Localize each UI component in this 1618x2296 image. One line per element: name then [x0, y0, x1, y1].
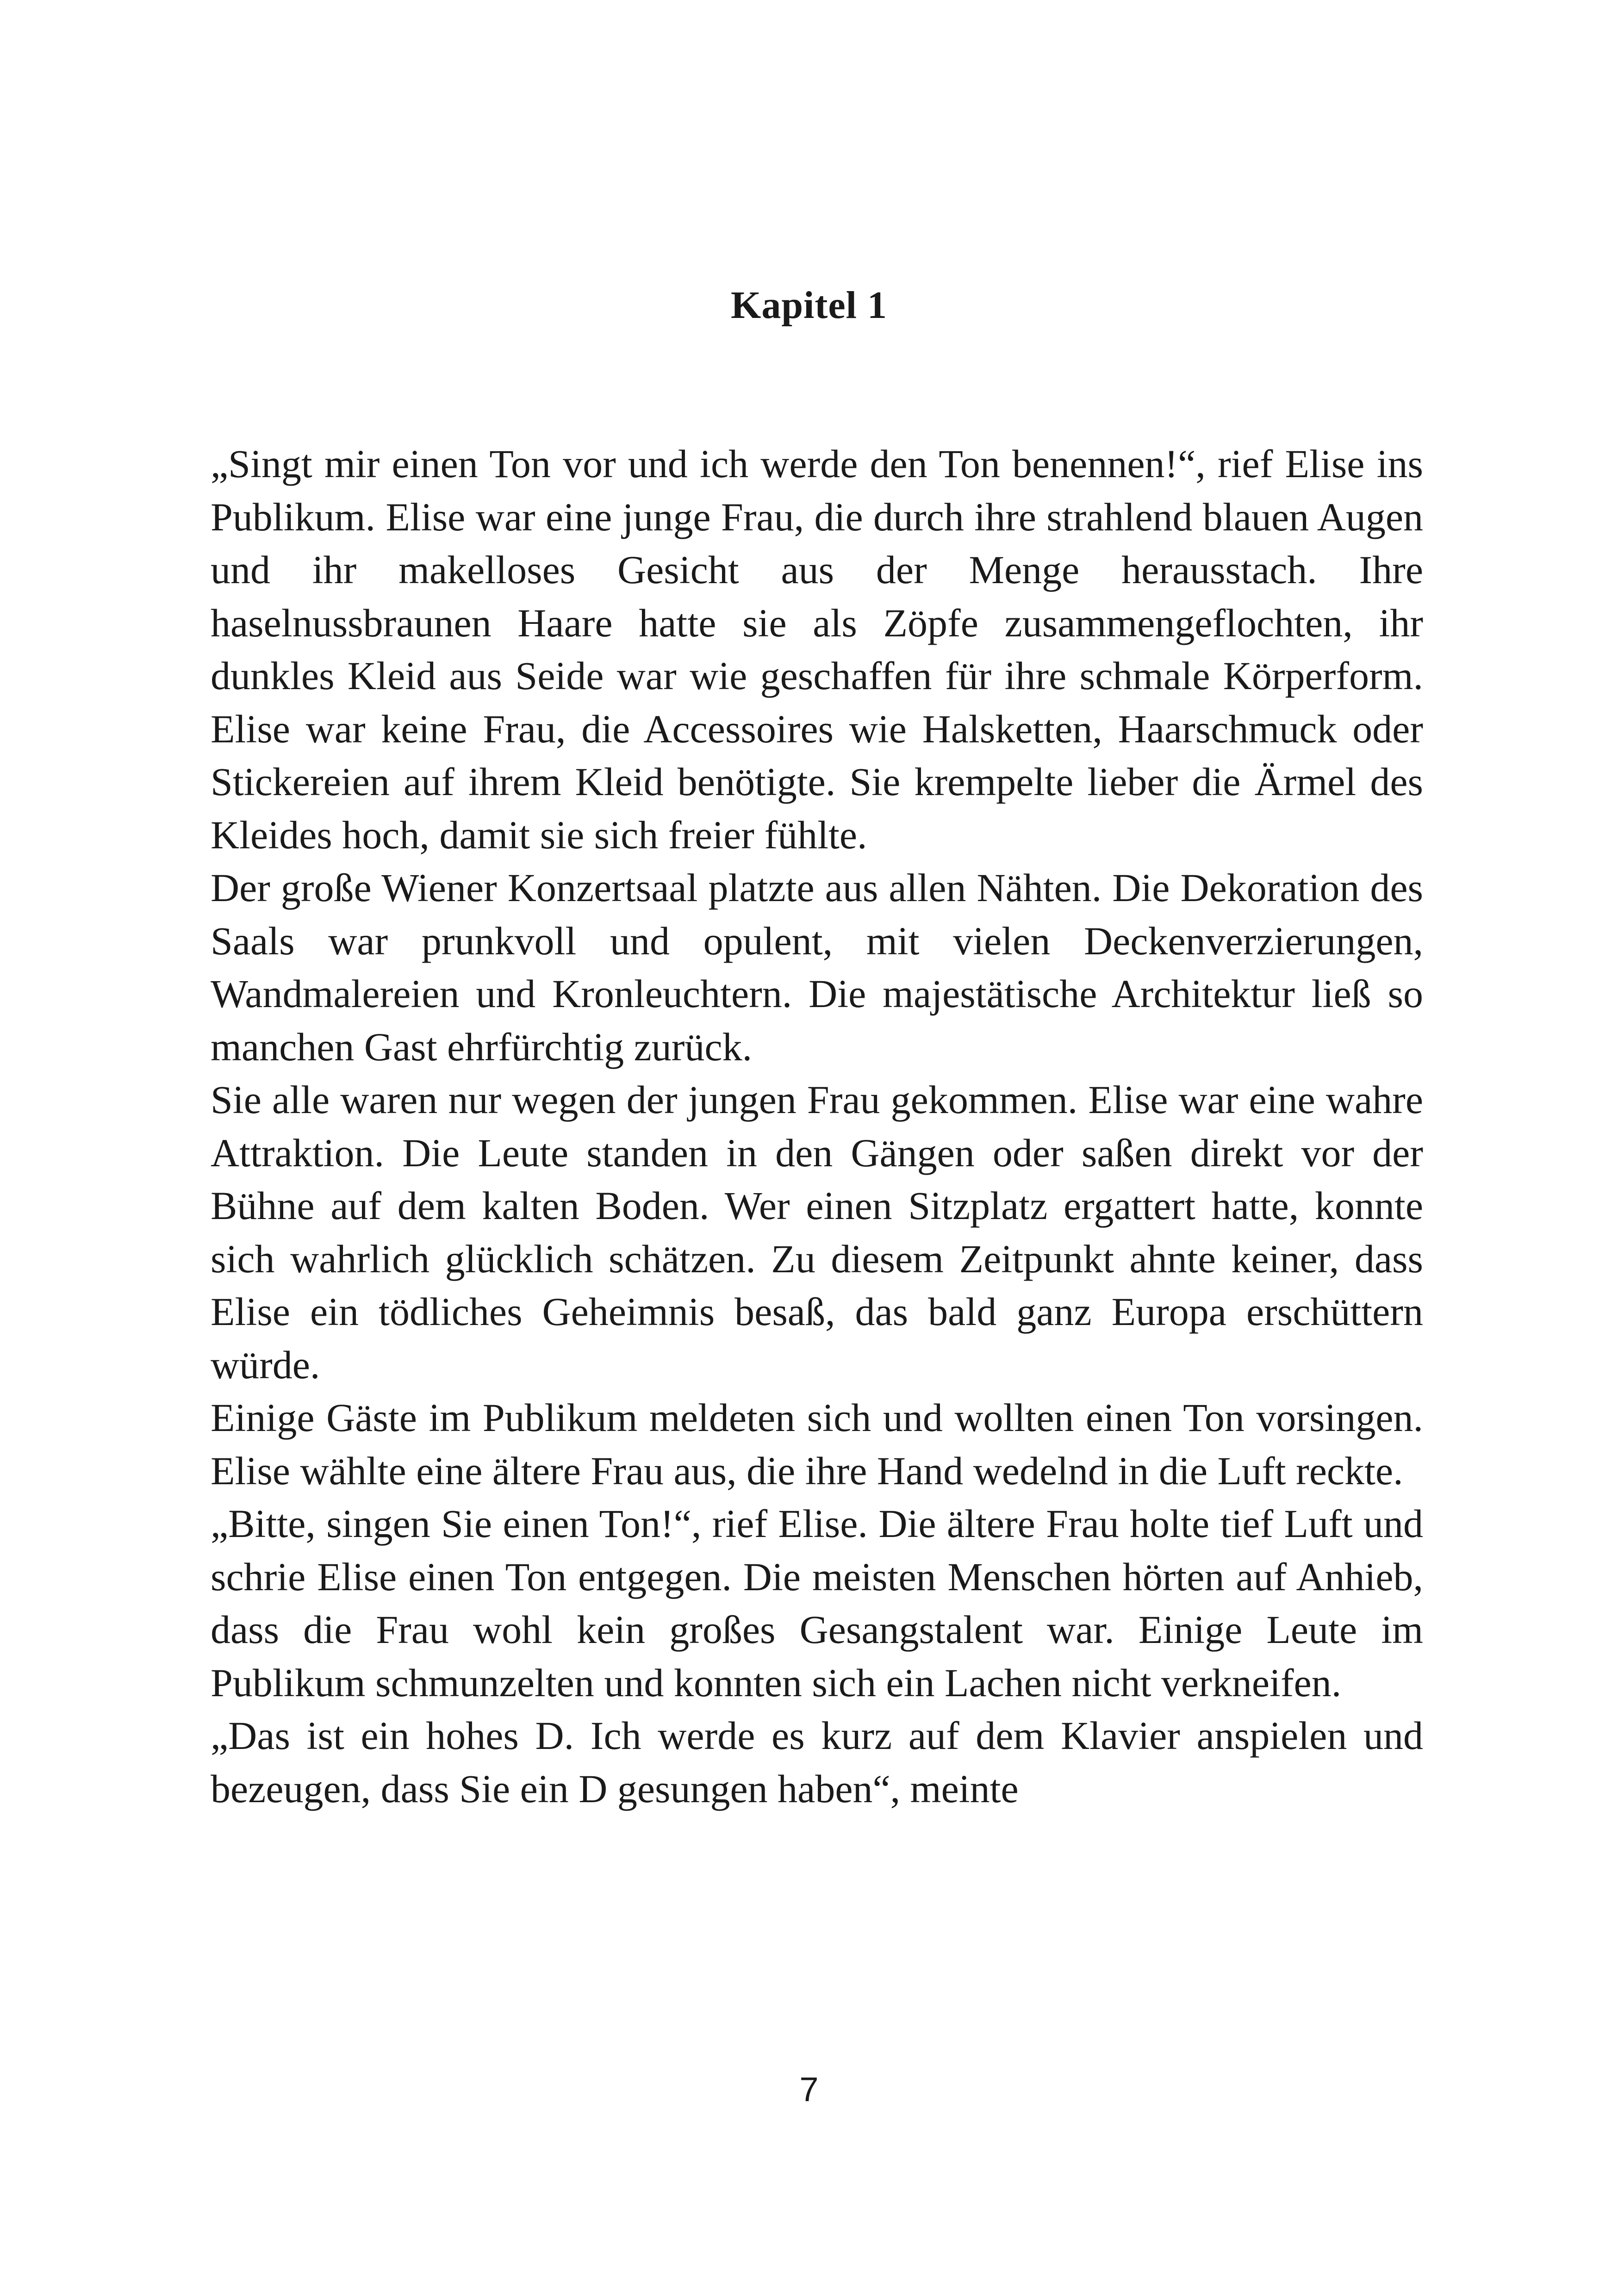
chapter-title: Kapitel 1 [731, 284, 887, 327]
paragraph: „Singt mir einen Ton vor und ich werde den Ton benennen!“, rief Elise ins Publikum. Elise war eine junge Frau, die durch ihre strahlend blauen Augen und ihr makelloses Gesicht aus der Menge herausstach. Ihre haselnussbraunen Haare hatte sie als Zöpfe zusammengeflochten, ihr dunkles Kleid aus Seide war wie geschaffen für ihre schmale Körperform. Elise war keine Frau, die Accessoires wie Halsketten, Haarschmuck oder Stickereien auf ihrem Kleid benötigte. Sie krempelte lieber die Ärmel des Kleides hoch, damit sie sich freier fühlte. [211, 442, 1423, 857]
page-number: 7 [799, 2070, 819, 2109]
paragraph: Einige Gäste im Publikum meldeten sich und wollten einen Ton vorsingen. Elise wählte eine ältere Frau aus, die ihre Hand wedelnd in die Luft reckte. [211, 1395, 1423, 1493]
chapter-body [211, 437, 1423, 1815]
paragraph: Der große Wiener Konzertsaal platzte aus allen Nähten. Die Dekoration des Saals war prunkvoll und opulent, mit vielen Deckenverzierungen, Wandmalereien und Kronleuchtern. Die majestätische Architektur ließ so manchen Gast ehrfürchtig zurück. [211, 865, 1423, 1069]
paragraph: Sie alle waren nur wegen der jungen Frau gekommen. Elise war eine wahre Attraktion. Die Leute standen in den Gängen oder saßen direkt vor der Bühne auf dem kalten Boden. Wer einen Sitzplatz ergattert hatte, konnte sich wahrlich glücklich schätzen. Zu diesem Zeitpunkt ahnte keiner, dass Elise ein tödliches Geheimnis besaß, das bald ganz Europa erschüttern würde. [211, 1077, 1423, 1387]
paragraph: „Das ist ein hohes D. Ich werde es kurz auf dem Klavier anspielen und bezeugen, dass Sie ein D gesungen haben“, meinte [211, 1713, 1423, 1811]
paragraph: „Bitte, singen Sie einen Ton!“, rief Elise. Die ältere Frau holte tief Luft und schrie Elise einen Ton entgegen. Die meisten Menschen hörten auf Anhieb, dass die Frau wohl kein großes Gesangstalent war. Einige Leute im Publikum schmunzelten und konnten sich ein Lachen nicht verkneifen. [211, 1501, 1423, 1705]
